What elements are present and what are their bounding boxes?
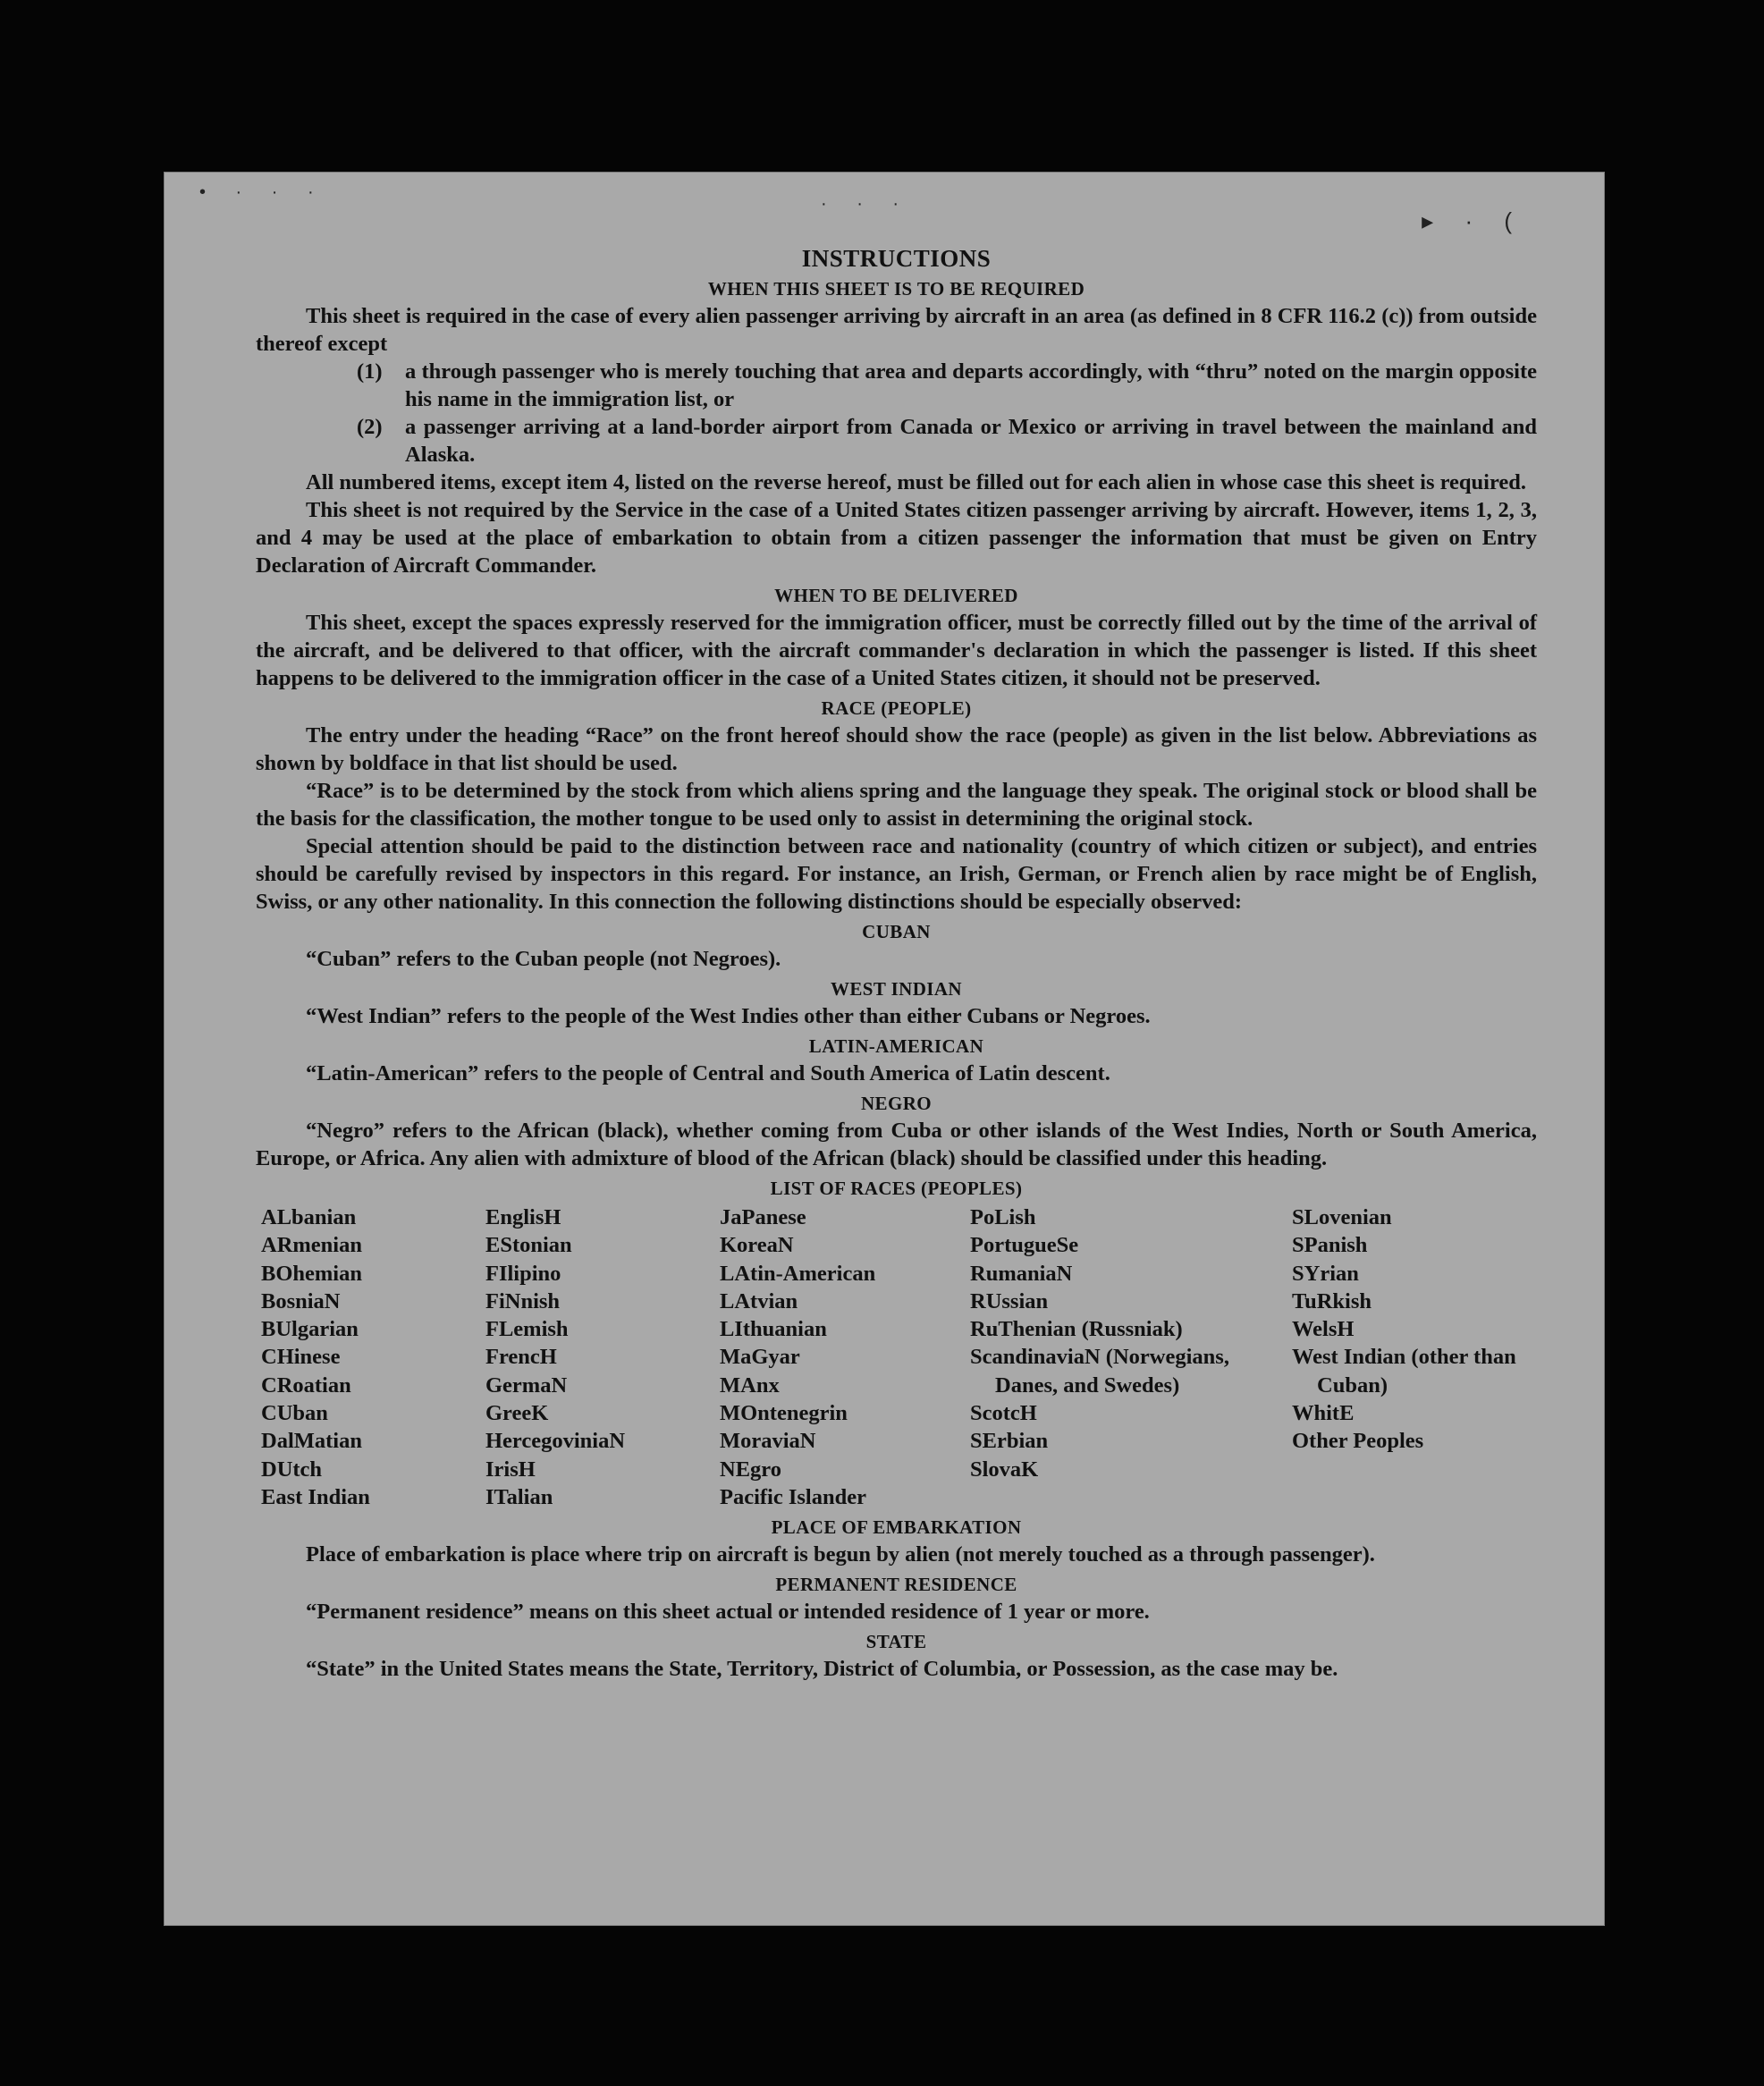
heading-list-of-races: LIST OF RACES (PEOPLES) xyxy=(770,1178,1023,1199)
races-column-2 xyxy=(485,1203,720,1511)
list-item-text: a through passenger who is merely touching that area and departs accordingly, with “thru” noted on the margin opposite his name in the immigration list, or xyxy=(405,359,1537,411)
race-entry: FiNnish xyxy=(485,1288,561,1313)
page-title: INSTRUCTIONS xyxy=(801,245,992,272)
list-item-number: (1) xyxy=(357,359,383,384)
cuban-text: “Cuban” refers to the Cuban people (not Negroes). xyxy=(306,947,781,971)
race-entry: FrencH xyxy=(485,1345,557,1370)
race-entry: SErbian xyxy=(970,1429,1049,1454)
negro-text: “Negro” refers to the African (black), whether coming from Cuba or other islands of the West Indies, North or South America, Europe, or Africa. Any alien with admixture of blood of the African (black) should be classified under this heading. xyxy=(256,1119,1537,1170)
race-entry: SlovaK xyxy=(970,1457,1039,1482)
race-entry: East Indian xyxy=(261,1484,370,1509)
speck-marks: · · · xyxy=(821,194,912,214)
race-entry: MaGyar xyxy=(720,1345,800,1370)
race-entry: JaPanese xyxy=(720,1205,806,1229)
place-of-embarkation-text: Place of embarkation is place where trip on aircraft is begun by alien (not merely touched as a through passenger). xyxy=(306,1542,1375,1567)
race-para3: Special attention should be paid to the distinction between race and nationality (country of which citizen or subject), and entries should be carefully revised by inspectors in this regard. For instance, an Irish, German, or French alien by race might be of English, Swiss, or any other nationality. In this connection the following distinctions should be especially observed: xyxy=(256,834,1537,914)
race-entry: GreeK xyxy=(485,1401,549,1426)
race-entry: TuRkish xyxy=(1292,1288,1372,1313)
races-column-3 xyxy=(720,1203,970,1511)
state-text: “State” in the United States means the State, Territory, District of Columbia, or Possession, as the case may be. xyxy=(306,1657,1338,1682)
race-entry: DalMatian xyxy=(261,1429,362,1454)
heading-race: RACE (PEOPLE) xyxy=(821,697,972,719)
race-entry: CUban xyxy=(261,1401,328,1426)
race-entry: MOntenegrin xyxy=(720,1401,848,1426)
when-required-intro: This sheet is required in the case of every alien passenger arriving by aircraft in an area (as defined in 8 CFR 116.2 (c)) from outside thereof except xyxy=(256,304,1537,356)
heading-latin-american: LATIN-AMERICAN xyxy=(808,1035,984,1057)
races-column-1 xyxy=(261,1203,485,1511)
race-entry: BOhemian xyxy=(261,1261,362,1286)
corner-mark: ▸ · ( xyxy=(1422,207,1524,234)
race-entry: SYrian xyxy=(1292,1261,1359,1286)
race-entry: Pacific Islander xyxy=(720,1484,866,1509)
race-entry: MoraviaN xyxy=(720,1429,816,1454)
race-entry: FIlipino xyxy=(485,1261,561,1286)
race-entry: RumaniaN xyxy=(970,1261,1073,1286)
heading-when-delivered: WHEN TO BE DELIVERED xyxy=(774,585,1018,606)
race-entry: MAnx xyxy=(720,1372,780,1398)
latin-american-text: “Latin-American” refers to the people of Central and South America of Latin descent. xyxy=(306,1061,1110,1085)
list-item xyxy=(357,413,1537,469)
exception-list xyxy=(256,358,1537,469)
list-item xyxy=(357,358,1537,413)
race-entry: RuThenian (Russniak) xyxy=(970,1317,1183,1342)
race-entry: ITalian xyxy=(485,1484,553,1509)
race-entry: WhitE xyxy=(1292,1401,1355,1426)
race-entry: FLemish xyxy=(485,1317,569,1342)
heading-when-required: WHEN THIS SHEET IS TO BE REQUIRED xyxy=(707,278,1085,300)
races-column-4 xyxy=(970,1203,1292,1511)
when-required-para2: All numbered items, except item 4, listed on the reverse hereof, must be filled out for each alien in whose case this sheet is required. xyxy=(306,470,1527,494)
races-table xyxy=(261,1203,1537,1511)
race-entry: ARmenian xyxy=(261,1233,362,1258)
race-entry: CHinese xyxy=(261,1345,341,1370)
race-entry: GermaN xyxy=(485,1372,568,1398)
race-entry: EStonian xyxy=(485,1233,572,1258)
race-entry: Other Peoples xyxy=(1292,1429,1424,1454)
race-entry: IrisH xyxy=(485,1457,536,1482)
heading-cuban: CUBAN xyxy=(862,921,931,942)
race-entry: EnglisH xyxy=(485,1205,561,1229)
race-para1: The entry under the heading “Race” on the front hereof should show the race (people) as given in the list below. Abbreviations as shown by boldface in that list should be used. xyxy=(256,723,1537,775)
race-entry: LAtin-American xyxy=(720,1261,876,1286)
when-delivered-text: This sheet, except the spaces expressly reserved for the immigration officer, must be correctly filled out by the time of the arrival of the aircraft, and be delivered to that officer, with the aircraft commander's declaration in which the passenger is listed. If this sheet happens to be delivered to the immigration officer in the case of a United States citizen, it should not be preserved. xyxy=(256,611,1537,690)
races-column-5 xyxy=(1292,1203,1524,1511)
race-entry: HercegoviniaN xyxy=(485,1429,626,1454)
race-entry: ScotcH xyxy=(970,1401,1037,1426)
race-para2: “Race” is to be determined by the stock from which aliens spring and the language they speak. The original stock or blood shall be the basis for the classification, the mother tongue to be used only to assist in determining the original stock. xyxy=(256,779,1537,831)
race-entry: ScandinaviaN (Norwegians, Danes, and Swedes) xyxy=(970,1345,1229,1398)
race-entry: LAtvian xyxy=(720,1288,798,1313)
race-entry: PoLish xyxy=(970,1205,1036,1229)
west-indian-text: “West Indian” refers to the people of the West Indies other than either Cubans or Negroes. xyxy=(306,1004,1151,1028)
when-required-para3: This sheet is not required by the Service in the case of a United States citizen passenger arriving by aircraft. However, items 1, 2, 3, and 4 may be used at the place of embarkation to obtain from a citizen passenger the information that must be given on Entry Declaration of Aircraft Commander. xyxy=(256,498,1537,578)
race-entry: BUlgarian xyxy=(261,1317,359,1342)
race-entry: CRoatian xyxy=(261,1372,351,1398)
permanent-residence-text: “Permanent residence” means on this sheet actual or intended residence of 1 year or more. xyxy=(306,1600,1150,1625)
race-entry: DUtch xyxy=(261,1457,323,1482)
heading-west-indian: WEST INDIAN xyxy=(831,978,962,1000)
race-entry: PortugueSe xyxy=(970,1233,1079,1258)
race-entry: RUssian xyxy=(970,1288,1049,1313)
list-item-number: (2) xyxy=(357,415,383,439)
race-entry: WelsH xyxy=(1292,1317,1355,1342)
heading-state: STATE xyxy=(865,1631,927,1653)
heading-place-of-embarkation: PLACE OF EMBARKATION xyxy=(771,1516,1022,1539)
instruction-sheet xyxy=(164,172,1605,1926)
list-item-text: a passenger arriving at a land-border airport from Canada or Mexico or arriving in travel between the mainland and Alaska. xyxy=(405,415,1537,467)
race-entry: ALbanian xyxy=(261,1205,357,1229)
race-entry: NEgro xyxy=(720,1457,781,1482)
race-entry: SPanish xyxy=(1292,1233,1368,1258)
race-entry: BosniaN xyxy=(261,1288,341,1313)
race-entry: LIthuanian xyxy=(720,1317,827,1342)
race-entry: West Indian (other than Cuban) xyxy=(1292,1345,1516,1398)
race-entry: SLovenian xyxy=(1292,1205,1392,1229)
speck-marks: • · · · xyxy=(199,182,326,202)
heading-negro: NEGRO xyxy=(860,1093,932,1114)
race-entry: KoreaN xyxy=(720,1233,794,1258)
heading-permanent-residence: PERMANENT RESIDENCE xyxy=(775,1574,1017,1596)
